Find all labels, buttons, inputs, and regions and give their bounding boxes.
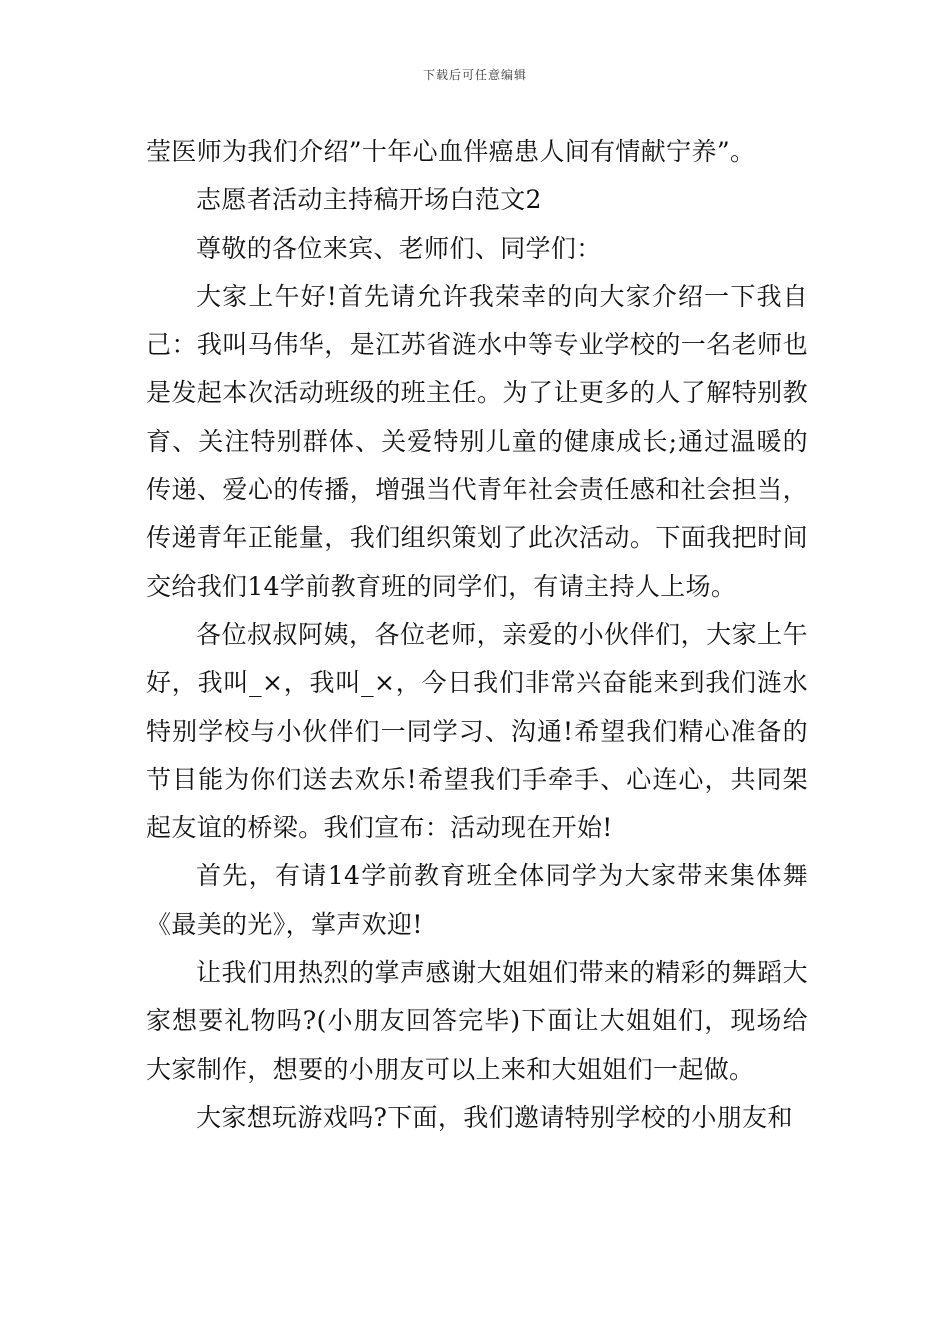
section-heading: 志愿者活动主持稿开场白范文2 bbox=[196, 185, 542, 215]
document-body bbox=[146, 128, 808, 1142]
dance-announcement-paragraph: 首先，有请14学前教育班全体同学为大家带来集体舞《最美的光》，掌声欢迎! bbox=[146, 861, 808, 939]
greeting-paragraph: 尊敬的各位来宾、老师们、同学们： bbox=[196, 233, 602, 263]
paragraph-continuation: 莹医师为我们介绍”十年心血伴癌患人间有情献宁养”。 bbox=[146, 137, 756, 166]
thanks-paragraph: 让我们用热烈的掌声感谢大姐姐们带来的精彩的舞蹈大家想要礼物吗?(小朋友回答完毕)下面让大姐姐们，现场给大家制作，想要的小朋友可以上来和大姐姐们一起做。 bbox=[146, 958, 808, 1084]
page-header-note: 下载后可任意编辑 bbox=[422, 68, 527, 82]
host-opening-paragraph: 各位叔叔阿姨，各位老师，亲爱的小伙伴们，大家上午好，我叫_×，我叫_×，今日我们非常兴奋能来到我们涟水特别学校与小伙伴们一同学习、沟通!希望我们精心准备的节目能为你们送去欢乐!希望我们手牵手、心连心，共同架起友谊的桥梁。我们宣布：活动现在开始! bbox=[146, 619, 808, 843]
game-paragraph: 大家想玩游戏吗?下面，我们邀请特别学校的小朋友和 bbox=[196, 1102, 793, 1132]
introduction-paragraph: 大家上午好!首先请允许我荣幸的向大家介绍一下我自己：我叫马伟华，是江苏省涟水中等专业学校的一名老师也是发起本次活动班级的班主任。为了让更多的人了解特别教育、关注特别群体、关爱特别儿童的健康成长;通过温暖的传递、爱心的传播，增强当代青年社会责任感和社会担当，传递青年正能量，我们组织策划了此次活动。下面我把时间交给我们14学前教育班的同学们，有请主持人上场。 bbox=[146, 281, 808, 601]
